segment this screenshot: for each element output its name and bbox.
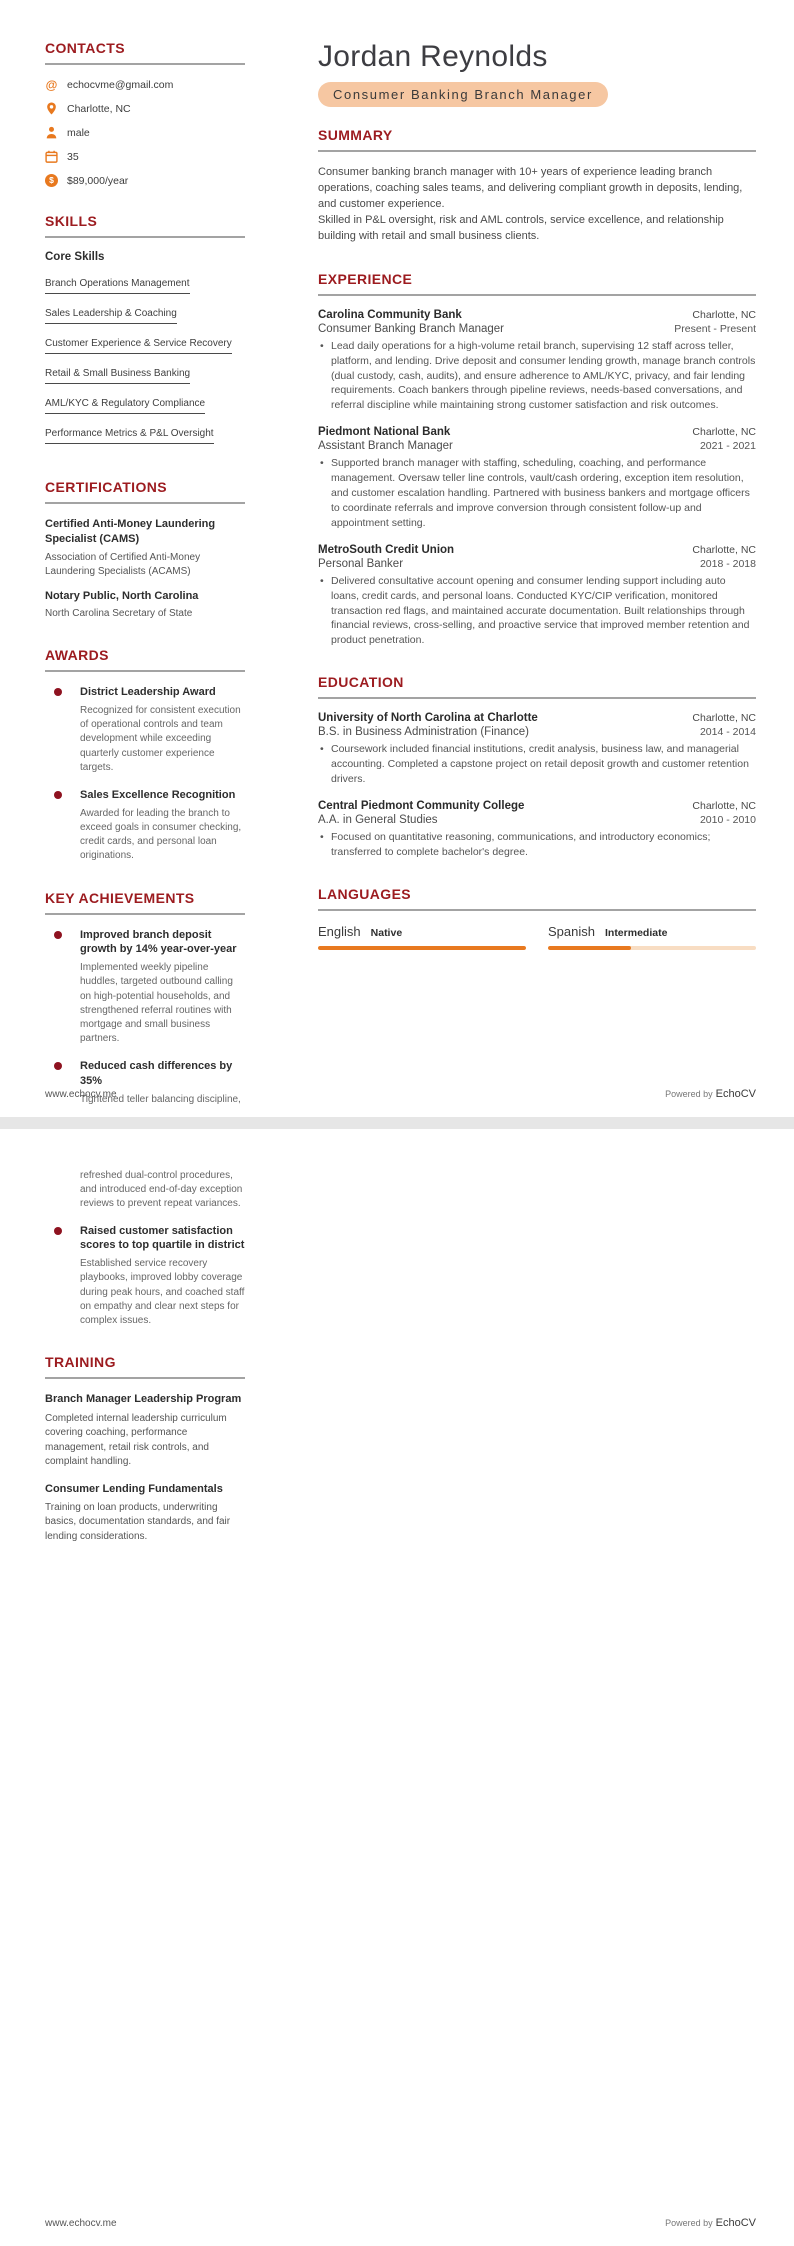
experience-entry	[318, 544, 756, 649]
section-divider	[45, 670, 245, 672]
certification-title: Notary Public, North Carolina	[45, 589, 199, 602]
section-divider	[318, 150, 756, 152]
powered-by-brand-link[interactable]: EchoCV	[715, 1088, 756, 1100]
powered-by	[665, 2217, 756, 2229]
candidate-name: Jordan Reynolds	[318, 40, 548, 73]
award-item	[45, 788, 245, 864]
achievement-description: Established service recovery playbooks, improved lobby coverage during peak hours, and coached staff on empathy and clear next steps for complex issues.	[80, 1258, 245, 1326]
contact-email-text[interactable]: echocvme@gmail.com	[67, 78, 174, 91]
bullet-dot-icon	[54, 791, 62, 799]
experience-dates: 2021 - 2021	[699, 440, 756, 453]
contact-location-text: Charlotte, NC	[67, 102, 131, 115]
skills-heading: SKILLS	[45, 213, 98, 229]
achievement-item	[45, 1059, 245, 1107]
experience-location: Charlotte, NC	[692, 308, 756, 321]
award-description: Awarded for leading the branch to exceed goals in consumer checking, credit cards, and personal loan originations.	[80, 807, 242, 862]
achievement-title: Reduced cash differences by 35%	[80, 1060, 233, 1088]
education-entry	[318, 800, 756, 860]
page1-columns	[45, 40, 756, 1117]
location-pin-icon	[45, 102, 58, 115]
education-bullet: • Coursework included financial institutions, credit analysis, business law, and managerial accounting. Completed a capstone project on retail deposit growth and customer retention drivers.	[318, 742, 756, 787]
powered-by-prefix: Powered by	[665, 2218, 713, 2228]
contacts-section	[45, 40, 245, 187]
contact-gender	[45, 126, 245, 139]
section-divider	[318, 697, 756, 699]
contacts-heading: CONTACTS	[45, 40, 125, 56]
certification-item	[45, 589, 245, 621]
education-heading: EDUCATION	[318, 674, 404, 691]
experience-section	[318, 271, 756, 649]
education-degree: A.A. in General Studies	[318, 814, 438, 826]
awards-list	[45, 685, 245, 863]
section-divider	[318, 294, 756, 296]
skills-list	[45, 273, 245, 453]
experience-company: MetroSouth Credit Union	[318, 543, 455, 556]
section-divider	[318, 909, 756, 911]
achievement-description-continued: refreshed dual-control procedures, and introduced end-of-day exception reviews to prevent repeat variances.	[80, 1170, 243, 1210]
left-column	[45, 40, 245, 1117]
key-achievements-continued	[45, 1169, 245, 1328]
training-title: Branch Manager Leadership Program	[45, 1393, 242, 1406]
experience-bullet: • Lead daily operations for a high-volume retail branch, supervising 12 staff across teller, platform, and lending. Drive deposit and consumer lending growth, manage branch controls (dual custody, cash, audits), and ensure adherence to AML/KYC, privacy, and fair lending requirements. Coach bankers through pipeline reviews, needs-based conversations, and referral discipline while maintaining strong customer satisfaction and risk outcomes.	[318, 339, 756, 414]
bullet-dot-icon	[54, 931, 62, 939]
training-heading: TRAINING	[45, 1354, 116, 1371]
contact-email	[45, 78, 245, 91]
footer-website-link[interactable]: www.echocv.me	[45, 2218, 117, 2229]
award-title: Sales Excellence Recognition	[80, 788, 236, 801]
experience-bullet: • Delivered consultative account opening and consumer lending support including auto loans, credit cards, and personal loans. Conducted KYC/CIP verification, monitored transaction red flags, and maintained accurate documentation. Built relationships through financial reviews, cross-selling, and proactive service that improved member retention and product penetration.	[318, 574, 756, 649]
achievement-title: Raised customer satisfaction scores to top quartile in district	[80, 1224, 245, 1252]
language-progress-fill	[548, 946, 631, 950]
training-item	[45, 1392, 245, 1469]
experience-entry	[318, 426, 756, 531]
key-achievements-list	[45, 1224, 245, 1329]
award-item	[45, 685, 245, 775]
training-description: Completed internal leadership curriculum covering coaching, performance management, retail risk controls, and complaint handling.	[45, 1412, 227, 1468]
contact-location	[45, 102, 245, 115]
job-title-badge: Consumer Banking Branch Manager	[318, 82, 608, 107]
awards-heading: AWARDS	[45, 647, 109, 664]
skill-item: Customer Experience & Service Recovery	[45, 338, 232, 354]
key-achievements-heading: KEY ACHIEVEMENTS	[45, 889, 195, 906]
calendar-icon	[45, 150, 58, 163]
summary-heading: SUMMARY	[318, 127, 393, 143]
awards-section	[45, 647, 245, 863]
skill-item: AML/KYC & Regulatory Compliance	[45, 398, 205, 414]
certification-item	[45, 517, 245, 579]
education-section	[318, 674, 756, 860]
award-description: Recognized for consistent execution of operational controls and team development while exceeding quarterly customer experience targets.	[80, 705, 241, 773]
language-name: English	[318, 923, 361, 939]
education-dates: 2014 - 2014	[699, 726, 756, 739]
at-icon: @	[45, 77, 58, 92]
footer-website-link[interactable]: www.echocv.me	[45, 1089, 117, 1100]
training-title: Consumer Lending Fundamentals	[45, 1482, 223, 1495]
powered-by-prefix: Powered by	[665, 1089, 713, 1099]
contact-age	[45, 150, 245, 163]
bullet-dot-icon	[54, 1062, 62, 1070]
experience-entry	[318, 309, 756, 414]
skill-item: Branch Operations Management	[45, 278, 190, 294]
resume-header	[318, 40, 756, 107]
language-level: Intermediate	[604, 926, 668, 939]
award-title: District Leadership Award	[80, 686, 216, 699]
page2-footer	[45, 2217, 756, 2229]
experience-role: Personal Banker	[318, 557, 404, 570]
key-achievements-list	[45, 928, 245, 1108]
education-school: University of North Carolina at Charlotte	[318, 712, 538, 725]
contact-age-text: 35	[67, 150, 79, 163]
person-icon	[45, 126, 58, 139]
language-progress-track	[548, 946, 756, 950]
left-column	[45, 1169, 245, 1570]
education-school: Central Piedmont Community College	[318, 800, 525, 812]
section-divider	[45, 236, 245, 238]
experience-role: Consumer Banking Branch Manager	[318, 322, 505, 335]
experience-dates: Present - Present	[674, 322, 756, 335]
languages-heading: LANGUAGES	[318, 885, 412, 902]
certifications-heading: CERTIFICATIONS	[45, 479, 168, 495]
languages-section	[318, 886, 756, 950]
dollar-icon: $	[45, 174, 58, 187]
language-item	[548, 924, 756, 950]
training-description: Training on loan products, underwriting basics, documentation standards, and fair lending considerations.	[45, 1501, 231, 1542]
section-divider	[45, 1377, 245, 1379]
education-dates: 2010 - 2010	[699, 814, 756, 826]
achievement-title: Improved branch deposit growth by 14% year-over-year	[80, 928, 237, 956]
achievement-item	[45, 928, 245, 1047]
language-name: Spanish	[548, 923, 595, 939]
section-divider	[45, 502, 245, 504]
experience-company: Piedmont National Bank	[318, 426, 451, 439]
education-bullet: • Focused on quantitative reasoning, communications, and introductory economics; transferred to complete bachelor's degree.	[318, 830, 756, 860]
certification-issuer: North Carolina Secretary of State	[45, 608, 193, 620]
achievement-item	[45, 1224, 245, 1329]
contact-salary	[45, 174, 245, 187]
powered-by-brand-link[interactable]: EchoCV	[715, 2217, 756, 2229]
contact-gender-text: male	[67, 126, 90, 139]
education-entry	[318, 712, 756, 787]
resume-page-1	[0, 0, 794, 1117]
bullet-dot-icon	[54, 688, 62, 696]
right-column-empty	[318, 1169, 756, 1570]
language-progress-track	[318, 946, 526, 950]
experience-company: Carolina Community Bank	[318, 308, 462, 321]
languages-row	[318, 924, 756, 950]
experience-location: Charlotte, NC	[692, 543, 756, 556]
certifications-section	[45, 479, 245, 621]
education-location: Charlotte, NC	[692, 712, 756, 725]
resume-page-2	[0, 1129, 794, 2246]
achievement-description: Implemented weekly pipeline huddles, targeted outbound calling on high-potential households, and strengthened referral routines with mortgage and small business partners.	[80, 962, 233, 1045]
language-progress-fill	[318, 946, 526, 950]
certification-issuer: Association of Certified Anti-Money Laundering Specialists (ACAMS)	[45, 551, 201, 577]
powered-by	[665, 1088, 756, 1100]
language-item	[318, 924, 526, 950]
experience-location: Charlotte, NC	[692, 426, 756, 439]
page2-columns	[45, 1169, 756, 1570]
right-column	[318, 40, 756, 1117]
education-degree: B.S. in Business Administration (Finance)	[318, 726, 529, 739]
section-divider	[45, 913, 245, 915]
summary-paragraph: Consumer banking branch manager with 10+ years of experience leading branch operations, coaching sales teams, and delivering compliant growth in deposits, lending, and customer experience.	[318, 166, 743, 210]
language-level: Native	[370, 926, 403, 939]
skills-group-label: Core Skills	[45, 251, 105, 263]
skills-section	[45, 213, 245, 453]
experience-bullet: • Supported branch manager with staffing, scheduling, coaching, and performance management. Oversaw teller line controls, vault/cash ordering, exception item resolution, and customer escalation handling. Partnered with business bankers and mortgage officers to coordinate referrals and improve conversion through consistent follow-up and appointment setting.	[318, 456, 756, 531]
bullet-dot-icon	[54, 1227, 62, 1235]
skill-item: Retail & Small Business Banking	[45, 368, 190, 384]
experience-heading: EXPERIENCE	[318, 270, 413, 287]
experience-dates: 2018 - 2018	[699, 557, 756, 570]
key-achievements-section	[45, 890, 245, 1108]
experience-role: Assistant Branch Manager	[318, 440, 453, 453]
education-location: Charlotte, NC	[692, 800, 756, 812]
section-divider	[45, 63, 245, 65]
page1-footer	[45, 1088, 756, 1100]
training-section	[45, 1354, 245, 1544]
contact-salary-text: $89,000/year	[67, 174, 129, 187]
certification-title: Certified Anti-Money Laundering Specialist (CAMS)	[45, 518, 216, 546]
summary-paragraph: Skilled in P&L oversight, risk and AML controls, service excellence, and relationship building with retail and small business clients.	[318, 213, 724, 242]
skill-item: Performance Metrics & P&L Oversight	[45, 428, 214, 444]
training-item	[45, 1482, 245, 1545]
summary-section	[318, 127, 756, 245]
achievement-description: Tightened teller balancing discipline,	[80, 1094, 241, 1106]
skill-item: Sales Leadership & Coaching	[45, 308, 177, 324]
